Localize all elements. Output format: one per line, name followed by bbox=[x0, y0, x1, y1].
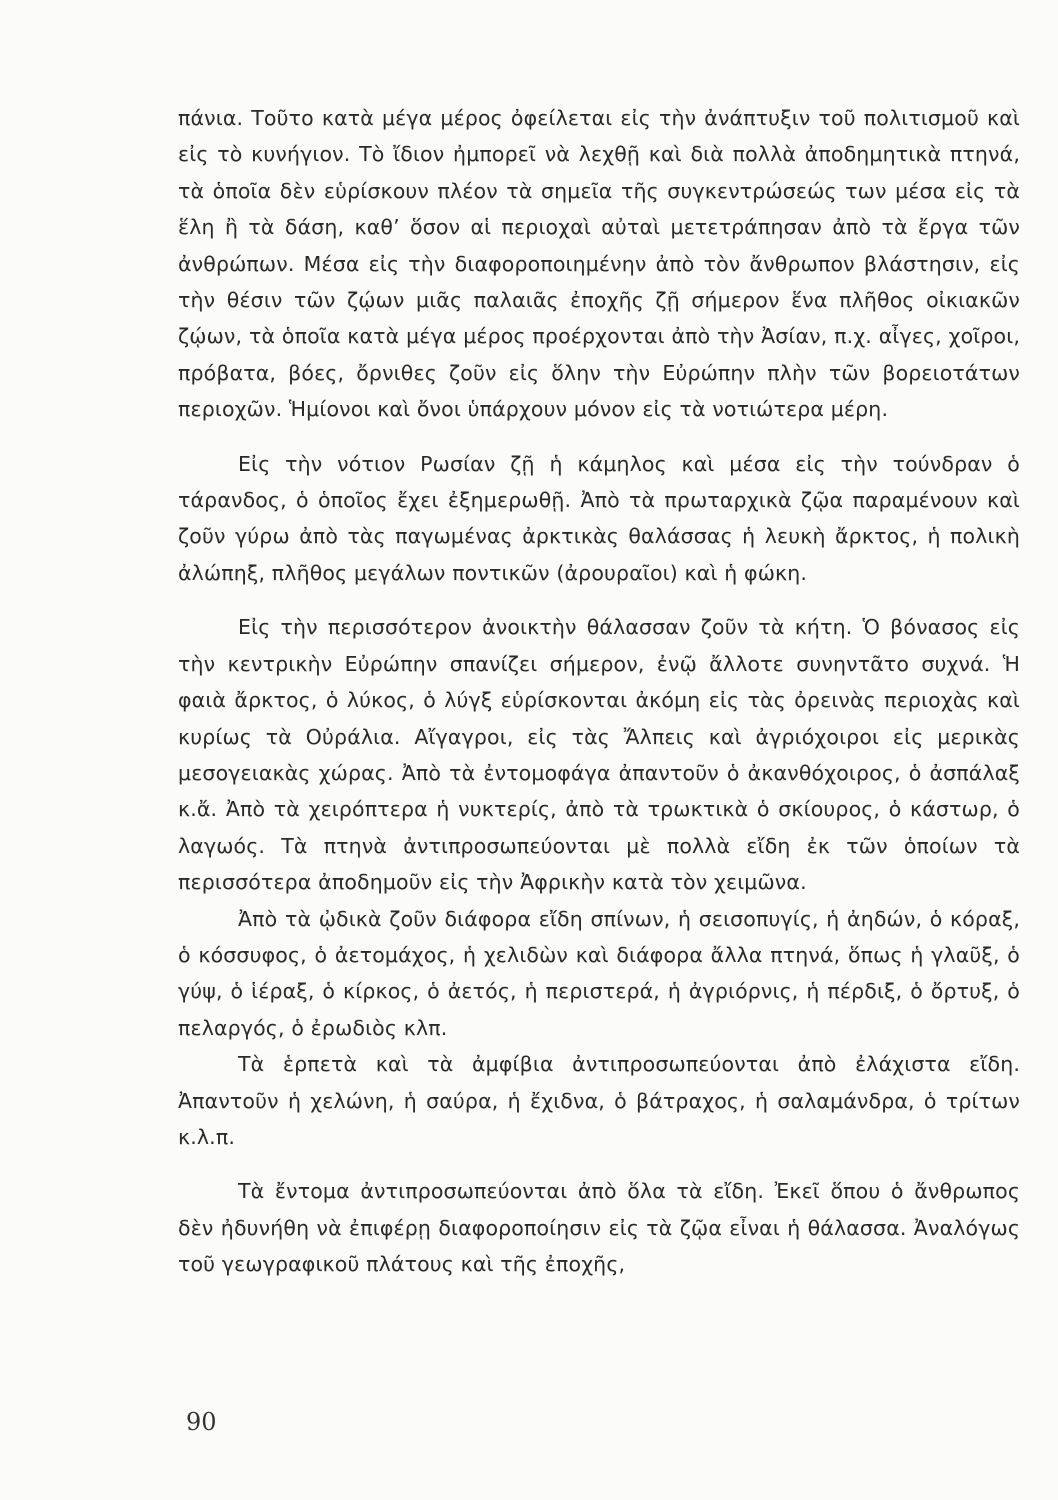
page-number: 90 bbox=[186, 1408, 217, 1436]
paragraph-songbirds: Ἀπὸ τὰ ᾠδικὰ ζοῦν διάφορα εἴδη σπίνων, ἡ σεισοπυγίς, ἡ ἀηδών, ὁ κόραξ, ὁ κόσσυφος, ὁ ἀετομάχος, ἡ χελιδὼν καὶ διάφορα ἄλλα πτηνά, ὅπως ἡ γλαῦξ, ὁ γύψ, ὁ ἱέραξ, ὁ κίρκος, ὁ ἀετός, ἡ περιστερά, ἡ ἀγριόρνις, ἡ πέρδιξ, ὁ ὄρτυξ, ὁ πελαργός, ὁ ἐρωδιὸς κλπ. bbox=[178, 906, 1020, 1040]
paragraph-reptiles: Τὰ ἑρπετὰ καὶ τὰ ἀμφίβια ἀντιπροσωπεύονται ἀπὸ ἐλάχιστα εἴδη. Ἀπαντοῦν ἡ χελώνη, ἡ σαύρα, ἡ ἔχιδνα, ὁ βάτραχος, ἡ σαλαμάνδρα, ὁ τρίτων κ.λ.π. bbox=[178, 1052, 1020, 1149]
paragraph-insects: Τὰ ἔντομα ἀντιπροσωπεύονται ἀπὸ ὅλα τὰ εἴδη. Ἐκεῖ ὅπου ὁ ἄνθρωπος δὲν ἠδυνήθη νὰ ἐπιφέρῃ διαφοροποίησιν εἰς τὰ ζῷα εἶναι ἡ θάλασσα. Ἀναλόγως τοῦ γεωγραφικοῦ πλάτους καὶ τῆς ἐποχῆς, bbox=[178, 1179, 1020, 1277]
paragraph-open-sea: Εἰς τὴν περισσότερον ἀνοικτὴν θάλασσαν ζοῦν τὰ κήτη. Ὁ βόνασος εἰς τὴν κεντρικὴν Εὐρώπην σπανίζει σήμερον, ἐνῷ ἄλλοτε συνηντᾶτο συχνά. Ἡ φαιὰ ἄρκτος, ὁ λύκος, ὁ λύγξ εὑρίσκονται ἀκόμη εἰς τὰς ὀρεινὰς περιοχὰς καὶ κυρίως τὰ Οὐράλια. Αἴγαγροι, εἰς τὰς Ἄλπεις καὶ ἀγριόχοιροι εἰς μερικὰς μεσογειακὰς χώρας. Ἀπὸ τὰ ἐντομοφάγα ἀπαντοῦν ὁ ἀκανθόχοιρος, ὁ ἀσπάλαξ κ.ἄ. Ἀπὸ τὰ χειρόπτερα ἡ νυκτερίς, ἀπὸ τὰ τρωκτικὰ ὁ σκίουρος, ὁ κάστωρ, ὁ λαγωός. Τὰ πτηνὰ ἀντιπροσωπεύονται μὲ πολλὰ εἴδη ἐκ τῶν ὁποίων τὰ περισσότερα ἀποδημοῦν εἰς τὴν Ἀφρικὴν κατὰ τὸν χειμῶνα. bbox=[178, 615, 1020, 895]
body-text bbox=[178, 100, 1020, 1283]
paragraph-russia: Εἰς τὴν νότιον Ρωσίαν ζῇ ἡ κάμηλος καὶ μέσα εἰς τὴν τούνδραν ὁ τάρανδος, ὁ ὁποῖος ἔχει ἐξημερωθῇ. Ἀπὸ τὰ πρωταρχικὰ ζῷα παραμένουν καὶ ζοῦν γύρω ἀπὸ τὰς παγωμένας ἀρκτικὰς θαλάσσας ἡ λευκὴ ἄρκτος, ἡ πολικὴ ἀλώπηξ, πλῆθος μεγάλων ποντικῶν (ἀρουραῖοι) καὶ ἡ φώκη. bbox=[178, 451, 1020, 585]
paragraph-continuation: πάνια. Τοῦτο κατὰ μέγα μέρος ὀφείλεται εἰς τὴν ἀνάπτυξιν τοῦ πολιτισμοῦ καὶ εἰς τὸ κυνήγιον. Τὸ ἴδιον ἠμπορεῖ νὰ λεχθῇ καὶ διὰ πολλὰ ἀποδημητικὰ πτηνά, τὰ ὁποῖα δὲν εὑρίσκουν πλέον τὰ σημεῖα τῆς συγκεντρώσεώς των μέσα εἰς τὰ ἕλη ἢ τὰ δάση, καθ’ ὅσον αἱ περιοχαὶ αὐταὶ μετετράπησαν ἀπὸ τὰ ἔργα τῶν ἀνθρώπων. Μέσα εἰς τὴν διαφοροποιημένην ἀπὸ τὸν ἄνθρωπον βλάστησιν, εἰς τὴν θέσιν τῶν ζῴων μιᾶς παλαιᾶς ἐποχῆς ζῇ σήμερον ἕνα πλῆθος οἰκιακῶν ζῴων, τὰ ὁποῖα κατὰ μέγα μέρος προέρχονται ἀπὸ τὴν Ἀσίαν, π.χ. αἶγες, χοῖροι, πρόβατα, βόες, ὄρνιθες ζοῦν εἰς ὅλην τὴν Εὐρώπην πλὴν τῶν βορειοτάτων περιοχῶν. Ἡμίονοι καὶ ὄνοι ὑπάρχουν μόνον εἰς τὰ νοτιώτερα μέρη. bbox=[178, 106, 1020, 422]
